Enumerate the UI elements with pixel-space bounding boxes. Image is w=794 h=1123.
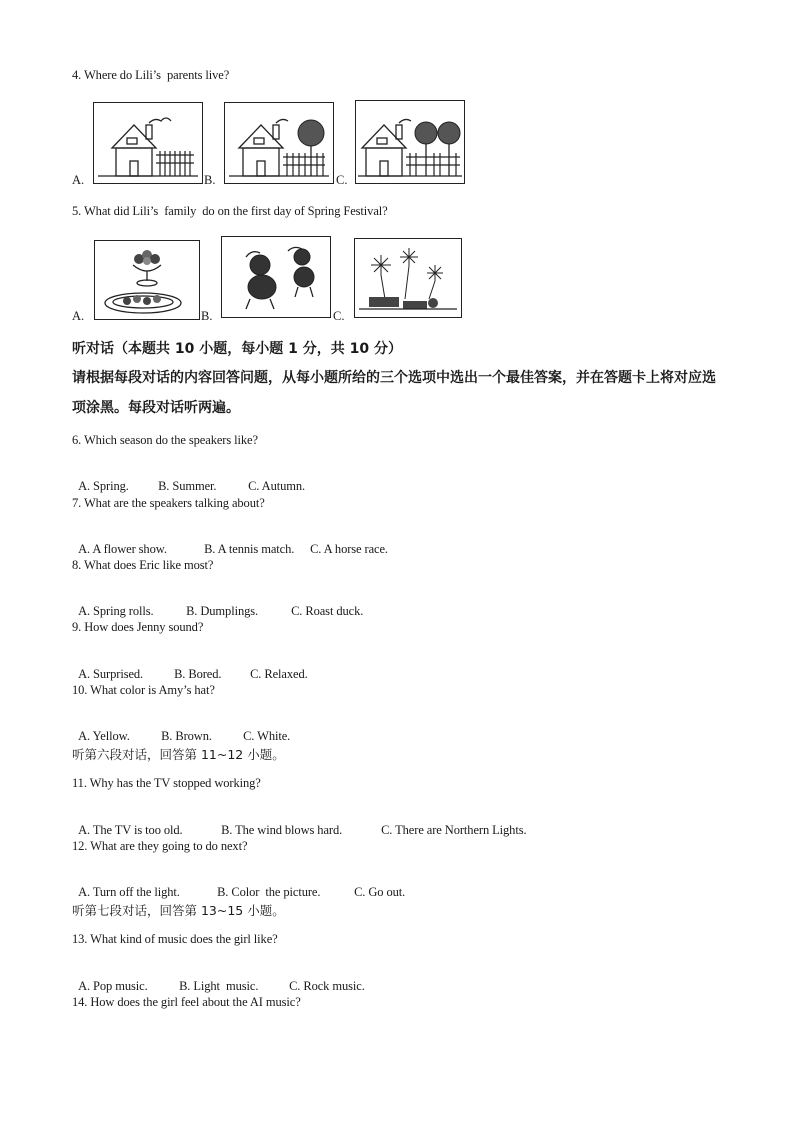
option-b[interactable]: B. The wind blows hard. (221, 823, 343, 837)
section-instruction: 请根据每段对话的内容回答问题，从每小题所给的三个选项中选出一个最佳答案，并在答题卡上将对应选项涂黑。每段对话听两遍。 (72, 370, 716, 416)
dialogue-intro: 听第六段对话，回答第 11~12 小题。 (72, 747, 285, 762)
option-a[interactable]: A. Spring. (78, 479, 129, 493)
option-letter: A. (72, 173, 85, 187)
dialogue-intro: 听第七段对话，回答第 13~15 小题。 (72, 903, 285, 918)
house-with-chimney-icon[interactable] (93, 102, 203, 184)
question-text: 13. What kind of music does the girl like? (72, 932, 278, 946)
house-with-one-tree-icon[interactable] (224, 102, 334, 184)
question-text: 6. Which season do the speakers like? (72, 433, 258, 447)
question-4: 4. Where do Lili’s parents live? (72, 68, 230, 82)
option-a[interactable]: A. The TV is too old. (78, 823, 183, 837)
option-a[interactable]: A. A flower show. (78, 542, 167, 556)
option-c[interactable]: C. White. (243, 729, 291, 743)
option-b[interactable]: B. Summer. (158, 479, 217, 493)
options-row (72, 589, 363, 619)
question-text: 9. How does Jenny sound? (72, 620, 204, 634)
option-b[interactable]: B. Light music. (179, 979, 259, 993)
options-row (72, 808, 527, 838)
option-letter: C. (333, 309, 345, 323)
option-c[interactable]: C. Go out. (354, 885, 406, 899)
food-platter-icon[interactable] (94, 240, 200, 320)
fireworks-icon[interactable] (354, 238, 462, 318)
option-c[interactable]: C. There are Northern Lights. (381, 823, 527, 837)
section-heading: 听对话（本题共 10 小题，每小题 1 分，共 10 分） (72, 341, 402, 357)
option-b[interactable]: B. Dumplings. (186, 604, 259, 618)
option-c[interactable]: C. Rock music. (289, 979, 365, 993)
option-a[interactable]: A. Surprised. (78, 667, 144, 681)
option-c[interactable]: C. Relaxed. (250, 667, 308, 681)
lion-dance-icon[interactable] (221, 236, 331, 318)
options-row (72, 652, 308, 682)
options-row (72, 870, 405, 900)
options-row (72, 527, 388, 557)
question-text: 8. What does Eric like most? (72, 558, 214, 572)
option-a[interactable]: A. Yellow. (78, 729, 130, 743)
question-text: 12. What are they going to do next? (72, 839, 248, 853)
option-c[interactable]: C. A horse race. (310, 542, 388, 556)
option-c[interactable]: C. Autumn. (248, 479, 306, 493)
house-with-two-trees-icon[interactable] (355, 100, 465, 184)
option-letter: B. (201, 309, 213, 323)
option-b[interactable]: B. Brown. (161, 729, 212, 743)
question-text: 7. What are the speakers talking about? (72, 496, 265, 510)
option-letter: C. (336, 173, 348, 187)
options-row (72, 464, 305, 494)
option-b[interactable]: B. A tennis match. (204, 542, 295, 556)
options-row (72, 964, 365, 994)
option-b[interactable]: B. Color the picture. (217, 885, 321, 899)
question-text: 11. Why has the TV stopped working? (72, 776, 261, 790)
option-a[interactable]: A. Spring rolls. (78, 604, 154, 618)
option-a[interactable]: A. Pop music. (78, 979, 148, 993)
option-letter: B. (204, 173, 216, 187)
question-text: 14. How does the girl feel about the AI music? (72, 995, 301, 1009)
question-text: 10. What color is Amy’s hat? (72, 683, 215, 697)
option-c[interactable]: C. Roast duck. (291, 604, 364, 618)
option-b[interactable]: B. Bored. (174, 667, 222, 681)
option-letter: A. (72, 309, 85, 323)
question-5: 5. What did Lili’s family do on the first day of Spring Festival? (72, 204, 388, 218)
options-row (72, 714, 290, 744)
option-a[interactable]: A. Turn off the light. (78, 885, 180, 899)
